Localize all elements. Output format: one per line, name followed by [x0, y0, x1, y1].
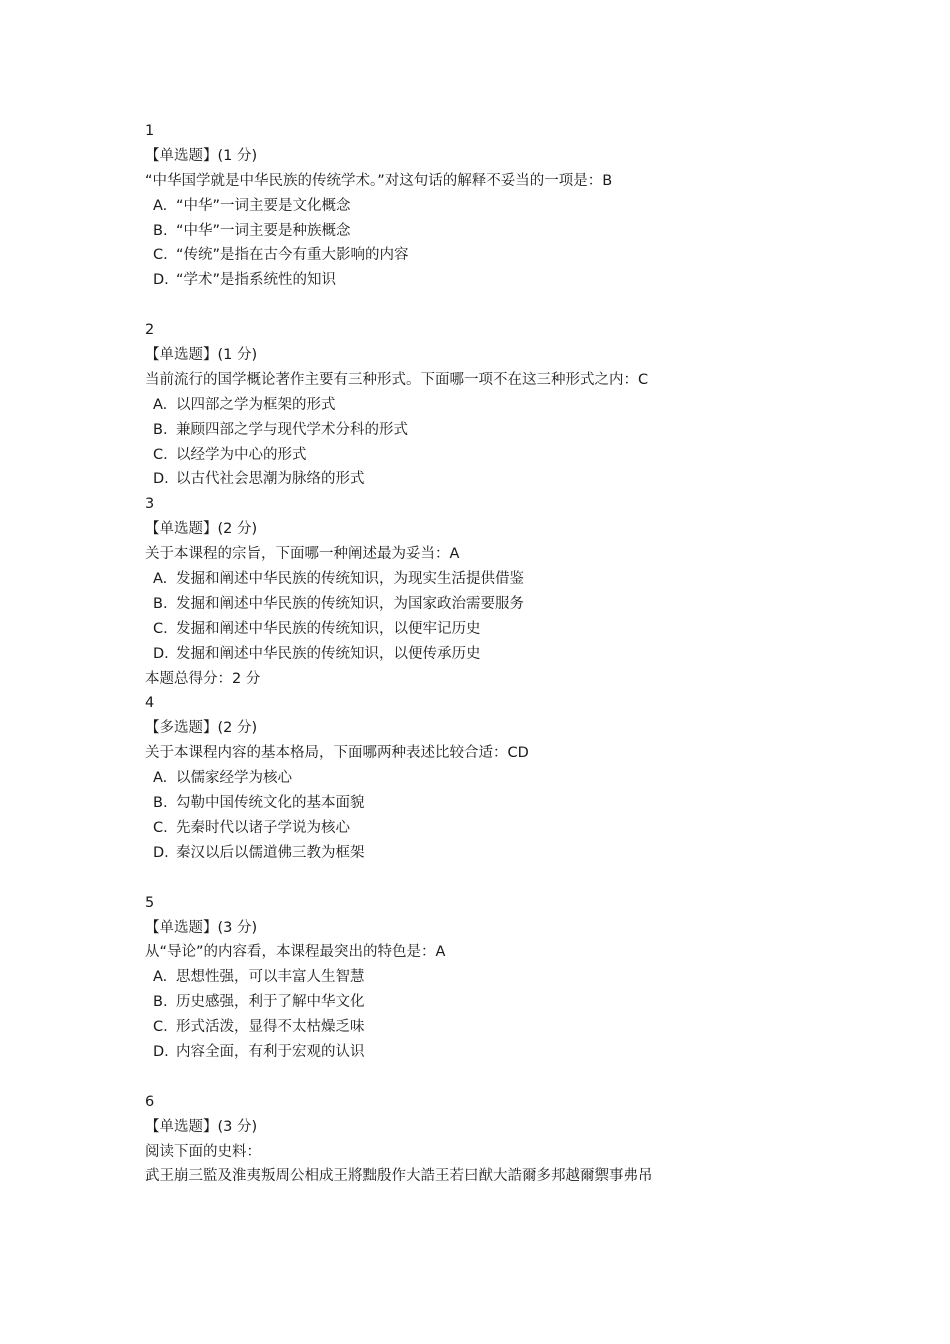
option-text: 以古代社会思潮为脉络的形式 — [176, 471, 365, 488]
option-b — [145, 990, 905, 1015]
option-letter: C. — [153, 620, 168, 637]
option-letter: B. — [153, 421, 168, 438]
option-letter: A. — [153, 770, 168, 787]
option-b — [145, 418, 905, 443]
spacer — [145, 293, 905, 318]
option-letter: C. — [153, 1019, 168, 1036]
option-letter: B. — [153, 994, 168, 1011]
option-text: 秦汉以后以儒道佛三教为框架 — [176, 844, 365, 861]
question-4 — [145, 691, 905, 865]
option-text: 发掘和阐述中华民族的传统知识，为国家政治需要服务 — [176, 595, 524, 612]
question-stem: “中华国学就是中华民族的传统学术。”对这句话的解释不妥当的一项是：B — [145, 172, 613, 189]
question-3 — [145, 492, 905, 691]
option-letter: B. — [153, 222, 168, 239]
question-stem: 阅读下面的史料： — [145, 1143, 261, 1160]
question-number: 3 — [145, 496, 155, 513]
option-text: 发掘和阐述中华民族的传统知识，以便牢记历史 — [176, 620, 481, 637]
option-letter: C. — [153, 819, 168, 836]
option-text: 兼顾四部之学与现代学术分科的形式 — [176, 421, 408, 438]
question-stem: 当前流行的国学概论著作主要有三种形式。下面哪一项不在这三种形式之内：C — [145, 371, 649, 388]
option-text: “中华”一词主要是文化概念 — [176, 197, 351, 214]
question-stem: 关于本课程内容的基本格局，下面哪两种表述比较合适：CD — [145, 745, 529, 762]
question-number: 4 — [145, 695, 155, 712]
option-text: 先秦时代以诸子学说为核心 — [176, 819, 350, 836]
question-2 — [145, 318, 905, 492]
option-a — [145, 194, 905, 219]
option-d — [145, 467, 905, 492]
option-letter: C. — [153, 247, 168, 264]
option-text: 思想性强，可以丰富人生智慧 — [176, 969, 365, 986]
option-c — [145, 617, 905, 642]
option-letter: A. — [153, 396, 168, 413]
option-d — [145, 268, 905, 293]
question-6 — [145, 1090, 905, 1190]
question-type: 【单选题】(2 分) — [145, 521, 258, 538]
option-letter: D. — [153, 844, 169, 861]
option-c — [145, 816, 905, 841]
question-stem: 从“导论”的内容看，本课程最突出的特色是：A — [145, 944, 446, 961]
option-letter: A. — [153, 571, 168, 588]
option-letter: D. — [153, 1043, 169, 1060]
option-c — [145, 443, 905, 468]
historical-passage: 武王崩三監及淮夷叛周公相成王將黜殷作大誥王若曰猷大誥爾多邦越爾禦事弗吊 — [145, 1168, 653, 1185]
option-letter: D. — [153, 645, 169, 662]
option-text: 发掘和阐述中华民族的传统知识，以便传承历史 — [176, 645, 481, 662]
option-text: “传统”是指在古今有重大影响的内容 — [176, 247, 409, 264]
option-d — [145, 841, 905, 866]
option-letter: A. — [153, 969, 168, 986]
option-letter: B. — [153, 595, 168, 612]
question-number: 2 — [145, 322, 155, 339]
question-number: 6 — [145, 1093, 155, 1110]
option-text: “中华”一词主要是种族概念 — [176, 222, 351, 239]
option-a — [145, 393, 905, 418]
option-text: 发掘和阐述中华民族的传统知识，为现实生活提供借鉴 — [176, 571, 524, 588]
option-a — [145, 567, 905, 592]
option-b — [145, 219, 905, 244]
question-type: 【单选题】(1 分) — [145, 147, 258, 164]
option-text: 内容全面，有利于宏观的认识 — [176, 1043, 365, 1060]
option-text: “学术”是指系统性的知识 — [176, 272, 337, 289]
spacer — [145, 1065, 905, 1090]
option-a — [145, 965, 905, 990]
question-number: 1 — [145, 123, 155, 139]
option-c — [145, 243, 905, 268]
option-text: 以四部之学为框架的形式 — [176, 396, 336, 413]
question-type: 【单选题】(1 分) — [145, 347, 258, 364]
option-letter: D. — [153, 471, 169, 488]
option-letter: A. — [153, 197, 168, 214]
question-type: 【单选题】(3 分) — [145, 1118, 258, 1135]
option-text: 以儒家经学为核心 — [176, 770, 292, 787]
option-text: 历史感强，利于了解中华文化 — [176, 994, 365, 1011]
question-5 — [145, 891, 905, 1065]
option-text: 以经学为中心的形式 — [176, 446, 307, 463]
question-type: 【多选题】(2 分) — [145, 720, 258, 737]
option-b — [145, 592, 905, 617]
option-d — [145, 1040, 905, 1065]
option-d — [145, 642, 905, 667]
question-number: 5 — [145, 894, 155, 911]
option-letter: C. — [153, 446, 168, 463]
option-text: 勾勒中国传统文化的基本面貌 — [176, 795, 365, 812]
question-stem: 关于本课程的宗旨，下面哪一种阐述最为妥当：A — [145, 546, 460, 563]
question-1 — [145, 119, 905, 293]
option-letter: B. — [153, 795, 168, 812]
option-a — [145, 766, 905, 791]
option-text: 形式活泼，显得不太枯燥乏味 — [176, 1019, 365, 1036]
option-letter: D. — [153, 272, 169, 289]
option-b — [145, 791, 905, 816]
question-score: 本题总得分：2 分 — [145, 670, 261, 687]
question-type: 【单选题】(3 分) — [145, 919, 258, 936]
document-page — [145, 119, 905, 1189]
spacer — [145, 866, 905, 891]
option-c — [145, 1015, 905, 1040]
